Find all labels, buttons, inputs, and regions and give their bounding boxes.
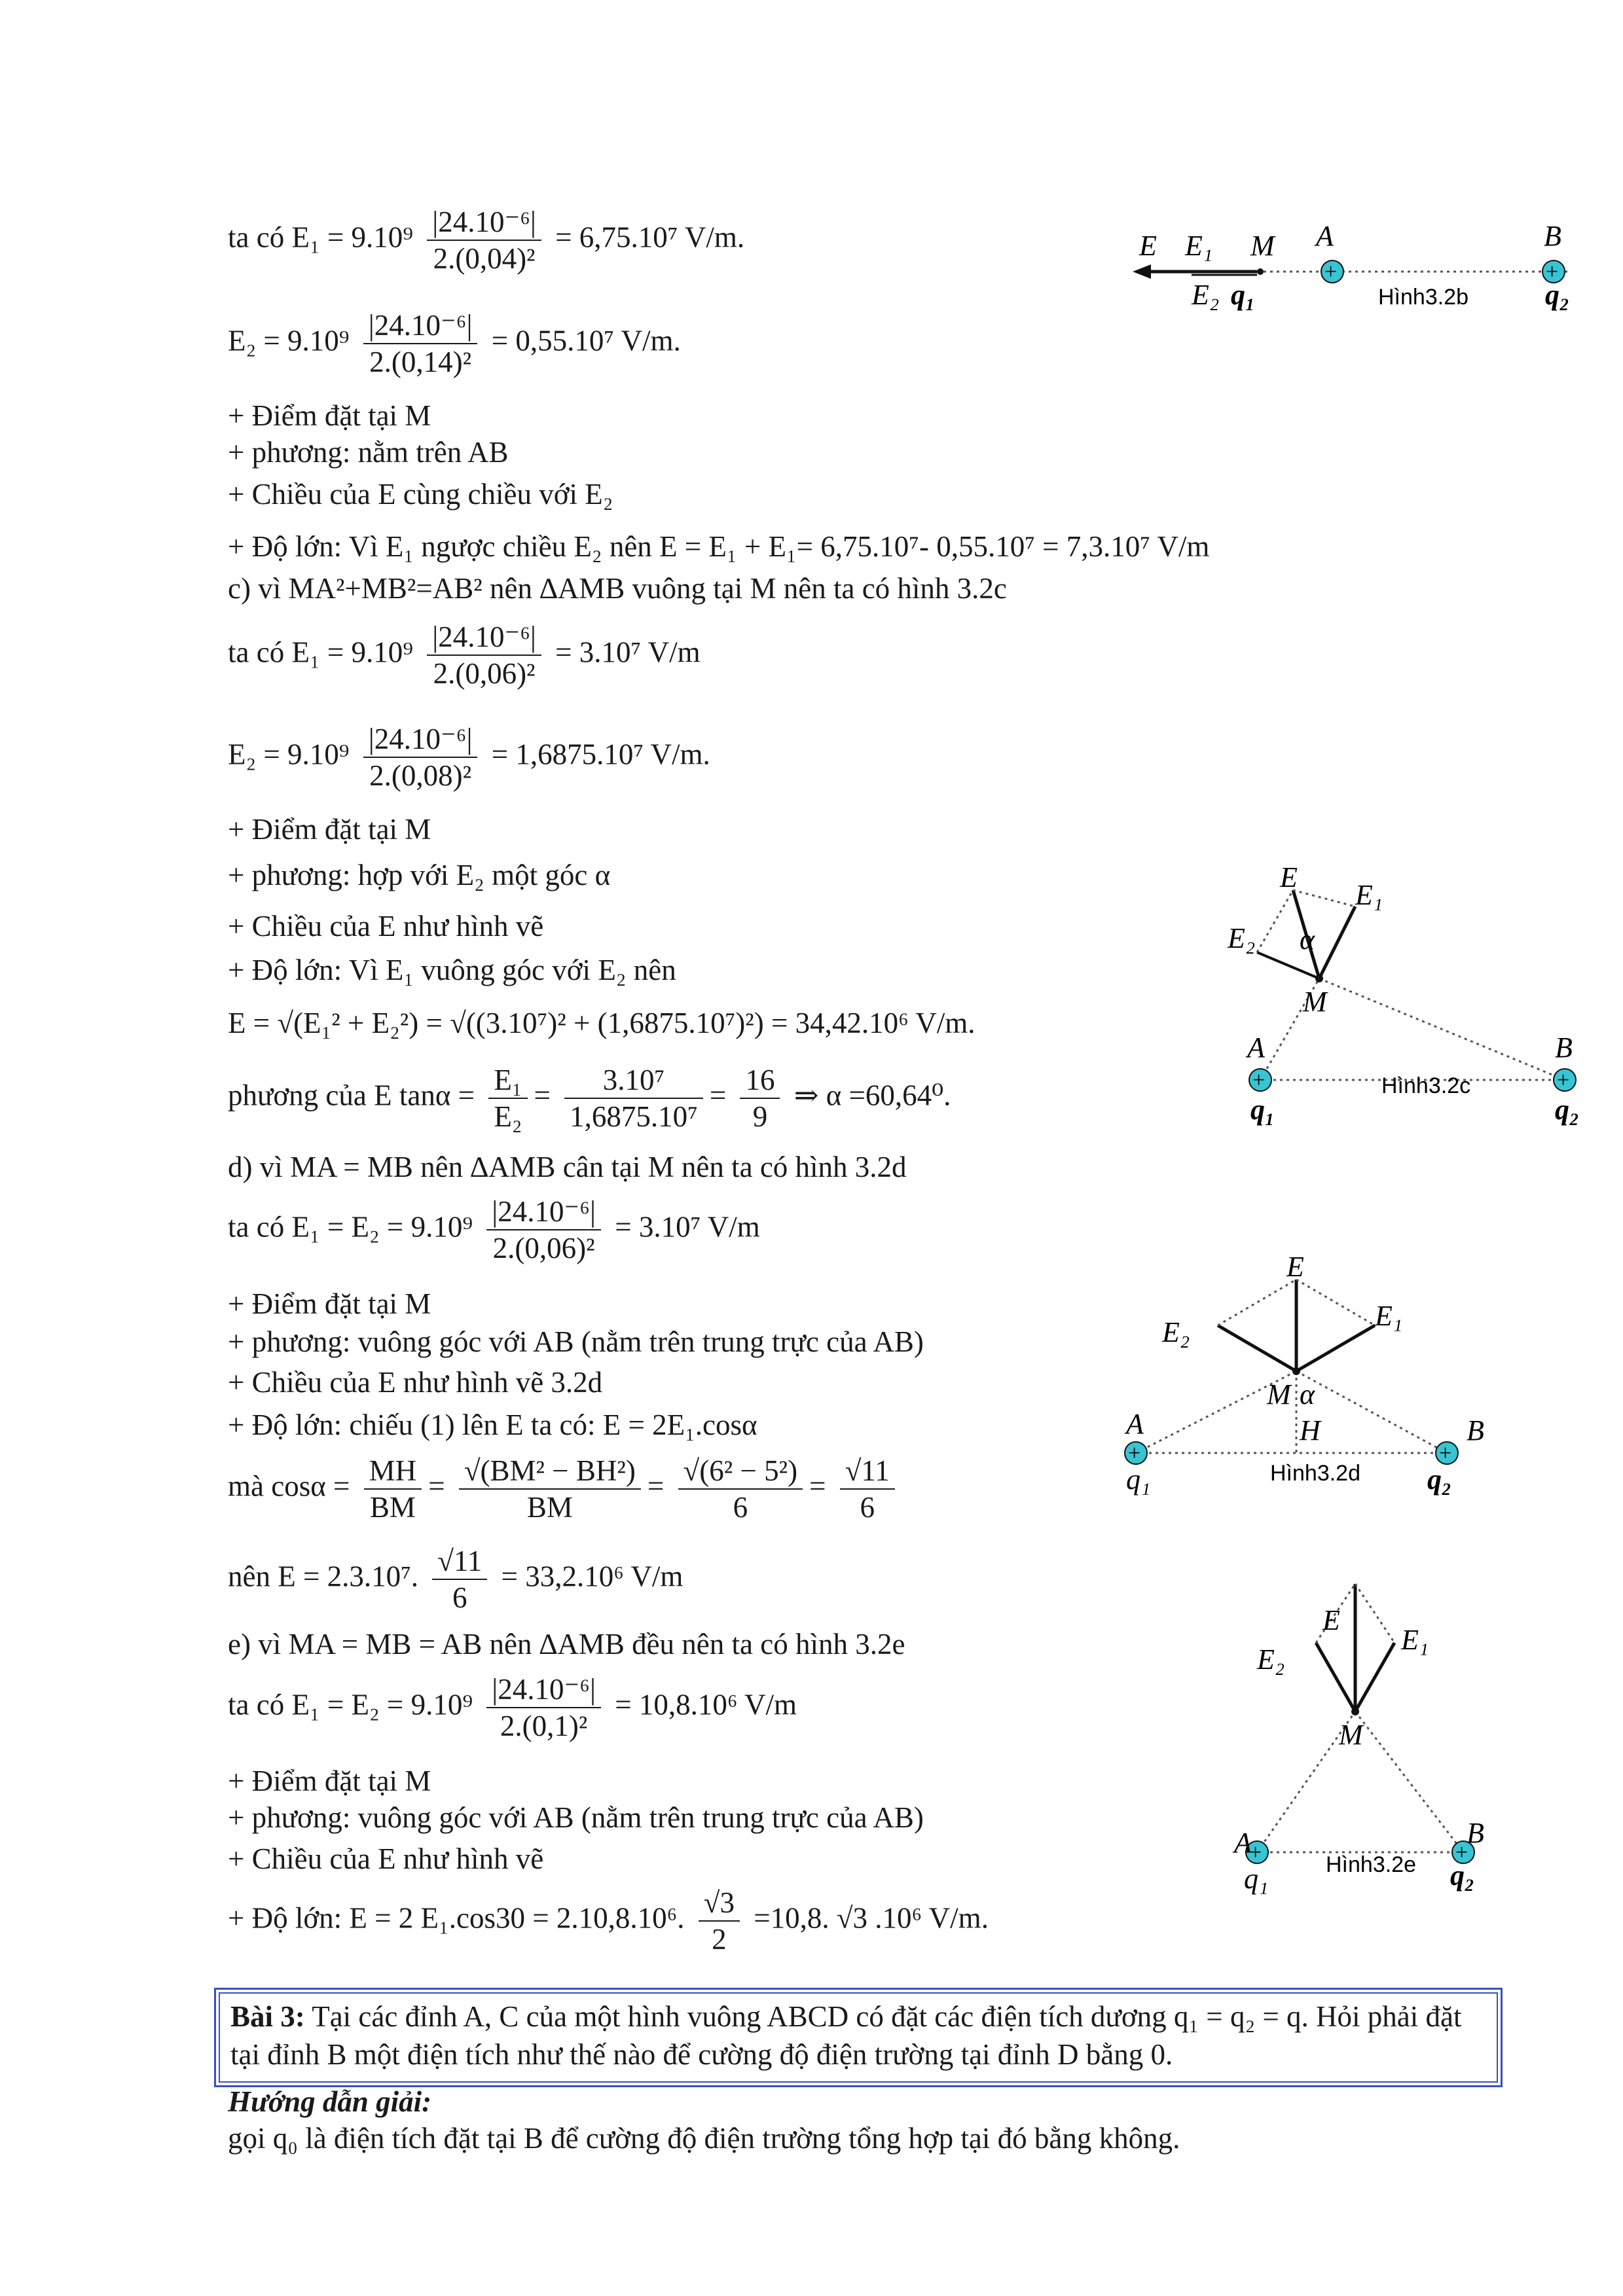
label-alpha: α xyxy=(1300,924,1315,956)
caption-3-2c: Hình3.2c xyxy=(1381,1073,1471,1098)
figure-3-2b xyxy=(1113,216,1611,321)
figure-3-2d xyxy=(1100,1244,1506,1505)
charge-b-sign: + xyxy=(1455,1840,1468,1865)
d-intro: d) vì MA = MB nên ∆AMB cân tại M nên ta có hình 3.2d xyxy=(228,1151,907,1183)
label-e1: E₁ xyxy=(1375,1300,1403,1332)
vector-e2 xyxy=(1257,952,1319,978)
label-h: H xyxy=(1300,1414,1321,1446)
label-b: B xyxy=(1467,1817,1484,1849)
e-intro: e) vì MA = MB = AB nên ∆AMB đều nên ta có hình 3.2e xyxy=(228,1628,905,1660)
guide-e2-e xyxy=(1257,890,1293,952)
label-e1: E₁ xyxy=(1401,1624,1429,1656)
label-e: E xyxy=(1286,1251,1304,1283)
d-sense: + Chiều của E như hình vẽ 3.2d xyxy=(228,1366,603,1399)
charge-a-sign: + xyxy=(1324,260,1338,284)
vector-e1 xyxy=(1296,1325,1375,1371)
vector-e2 xyxy=(1218,1325,1296,1371)
guide-e-e1 xyxy=(1296,1280,1375,1325)
label-e: E xyxy=(1139,230,1157,262)
charge-a-sign: + xyxy=(1128,1441,1141,1465)
label-m: M xyxy=(1250,230,1275,262)
label-a: A xyxy=(1234,1827,1252,1859)
label-b: B xyxy=(1544,220,1561,252)
label-q2: q₂ xyxy=(1555,1094,1580,1126)
label-e1: E₁ xyxy=(1185,230,1213,262)
c-magnitude: + Độ lớn: Vì E₁ vuông góc với E₂ nên xyxy=(228,954,676,986)
point-m xyxy=(1315,975,1323,982)
label-e1: E₁ xyxy=(1355,879,1383,911)
b-magnitude: + Độ lớn: Vì E₁ ngược chiều E₂ nên E = E₁ + E₁= 6,75.10⁷- 0,55.10⁷ = 7,3.10⁷ V/m xyxy=(228,530,1210,563)
guide-e-e1 xyxy=(1293,890,1355,906)
d-e-formula: ta có E₁ = E₂ = 9.10⁹ $\frac{\text{|24.10⁻⁶|}}{\text{2.(0,06)²}}$ = 3.10⁷ V/m xyxy=(228,1195,760,1265)
charge-a-sign: + xyxy=(1252,1068,1266,1092)
exercise-box xyxy=(214,1988,1503,2087)
label-e: E xyxy=(1280,861,1298,893)
c-direction: + phương: hợp với E₂ một góc α xyxy=(228,859,611,891)
label-m: M xyxy=(1339,1719,1363,1751)
figure-3-2c xyxy=(1192,851,1597,1132)
b-point: + Điểm đặt tại M xyxy=(228,399,431,432)
charge-b-sign: + xyxy=(1546,260,1559,284)
label-a: A xyxy=(1126,1408,1144,1440)
guide-e2-e xyxy=(1218,1280,1296,1325)
e-sense: + Chiều của E như hình vẽ xyxy=(228,1842,544,1875)
b-direction: + phương: nằm trên AB xyxy=(228,436,509,469)
charge-a-sign: + xyxy=(1249,1840,1262,1865)
segment-mb xyxy=(1355,1712,1463,1852)
vector-e2 xyxy=(1316,1643,1355,1712)
d-cos: mà cosα = $\frac{MH}{BM}$ = $\frac{\text{√(BM² − BH²)}}{BM}$ = $\frac{\text{√(6² − 5²)}}{6}$ = $\frac{√11}{6}$ xyxy=(228,1453,902,1525)
label-alpha: α xyxy=(1300,1378,1315,1410)
b-e2-formula: E₂ = 9.10⁹ $\frac{\text{|24.10⁻⁶|}}{\text{2.(0,14)²}}$ = 0,55.10⁷ V/m. xyxy=(228,309,681,378)
exercise-title: Bài 3: xyxy=(230,2000,305,2033)
figure-3-2e xyxy=(1205,1564,1519,1905)
d-result: nên E = 2.3.10⁷. $\frac{√11}{6}$ = 33,2.10⁶ V/m xyxy=(228,1545,684,1614)
c-e1-formula: ta có E₁ = 9.10⁹ $\frac{\text{|24.10⁻⁶|}}{\text{2.(0,06)²}}$ = 3.10⁷ V/m xyxy=(228,620,701,690)
point-m xyxy=(1292,1367,1300,1375)
label-q2: q₂ xyxy=(1427,1463,1452,1496)
guide-heading: Hướng dẫn giải: xyxy=(228,2085,432,2118)
caption-3-2b: Hình3.2b xyxy=(1378,285,1468,310)
label-q2: q₂ xyxy=(1450,1859,1475,1892)
point-m xyxy=(1257,268,1264,275)
caption-3-2d: Hình3.2d xyxy=(1270,1461,1360,1486)
label-e: E xyxy=(1322,1604,1340,1636)
c-sense: + Chiều của E như hình vẽ xyxy=(228,910,544,942)
exercise-text: Tại các đỉnh A, C của một hình vuông ABCD có đặt các điện tích dương q₁ = q₂ = q. Hỏi phải đặt tại đỉnh B một điện tích như thế nào để cường độ điện trường tại đỉnh D bằng 0. xyxy=(230,2000,1462,2071)
charge-b-sign: + xyxy=(1557,1068,1570,1092)
vector-e1 xyxy=(1355,1643,1395,1712)
d-direction: + phương: vuông góc với AB (nằm trên trung trực của AB) xyxy=(228,1325,924,1358)
label-e2: E₂ xyxy=(1192,279,1220,311)
label-b: B xyxy=(1555,1031,1573,1064)
c-e2-formula: E₂ = 9.10⁹ $\frac{\text{|24.10⁻⁶|}}{\text{2.(0,08)²}}$ = 1,6875.10⁷ V/m. xyxy=(228,723,710,792)
vector-e-head xyxy=(1133,264,1151,279)
label-q1: q₁ xyxy=(1231,279,1256,311)
label-b: B xyxy=(1467,1414,1484,1446)
b-sense: + Chiều của E cùng chiều với E₂ xyxy=(228,478,613,511)
label-e2: E₂ xyxy=(1257,1643,1285,1676)
segment-mb xyxy=(1319,978,1565,1080)
point-m xyxy=(1351,1708,1359,1715)
c-e-formula: E = √(E₁² + E₂²) = √((3.10⁷)² + (1,6875.10⁷)²) = 34,42.10⁶ V/m. xyxy=(228,1007,976,1039)
solution-text: gọi q₀ là điện tích đặt tại B để cường độ điện trường tổng hợp tại đó bằng không. xyxy=(228,2122,1180,2155)
label-q2: q₂ xyxy=(1545,279,1570,311)
c-point: + Điểm đặt tại M xyxy=(228,813,431,846)
label-a: A xyxy=(1247,1031,1265,1064)
c-intro: c) vì MA²+MB²=AB² nên ∆AMB vuông tại M nên ta có hình 3.2c xyxy=(228,572,1007,605)
label-a: A xyxy=(1316,220,1334,252)
label-m: M xyxy=(1303,986,1327,1018)
label-q1: q₁ xyxy=(1244,1863,1269,1895)
caption-3-2e: Hình3.2e xyxy=(1326,1852,1416,1877)
e-point: + Điểm đặt tại M xyxy=(228,1765,431,1797)
e-e-formula: ta có E₁ = E₂ = 9.10⁹ $\frac{\text{|24.10⁻⁶|}}{\text{2.(0,1)²}}$ = 10,8.10⁶ V/m xyxy=(228,1673,797,1742)
charge-b-sign: + xyxy=(1439,1441,1452,1465)
label-q1: q₁ xyxy=(1126,1463,1151,1496)
label-m: M xyxy=(1267,1378,1291,1410)
b-e1-formula: ta có E₁ = 9.10⁹ $\frac{\text{|24.10⁻⁶|}}{\text{2.(0,04)²}}$ = 6,75.10⁷ V/m. xyxy=(228,206,745,275)
c-phase: phương của E tanα = $\frac{\text{E₁}}{\text{E₂}}$ = $\frac{\text{3.10⁷}}{\text{1,6875.10⁷}}$ = $\frac{16}{9}$ ⇒ α =60,64⁰. xyxy=(228,1064,951,1133)
d-point: + Điểm đặt tại M xyxy=(228,1287,431,1320)
d-magnitude: + Độ lớn: chiếu (1) lên E ta có: E = 2E₁.cosα xyxy=(228,1408,757,1441)
vector-e1 xyxy=(1319,906,1355,978)
label-e2: E₂ xyxy=(1162,1316,1190,1348)
label-e2: E₂ xyxy=(1228,922,1256,954)
label-q1: q₁ xyxy=(1250,1094,1275,1126)
guide-e-e1 xyxy=(1355,1584,1395,1643)
e-magnitude: + Độ lớn: E = 2 E₁.cos30 = 2.10,8.10⁶. $\frac{√3}{2}$ =10,8. √3 .10⁶ V/m. xyxy=(228,1886,989,1956)
e-direction: + phương: vuông góc với AB (nằm trên trung trực của AB) xyxy=(228,1801,924,1834)
